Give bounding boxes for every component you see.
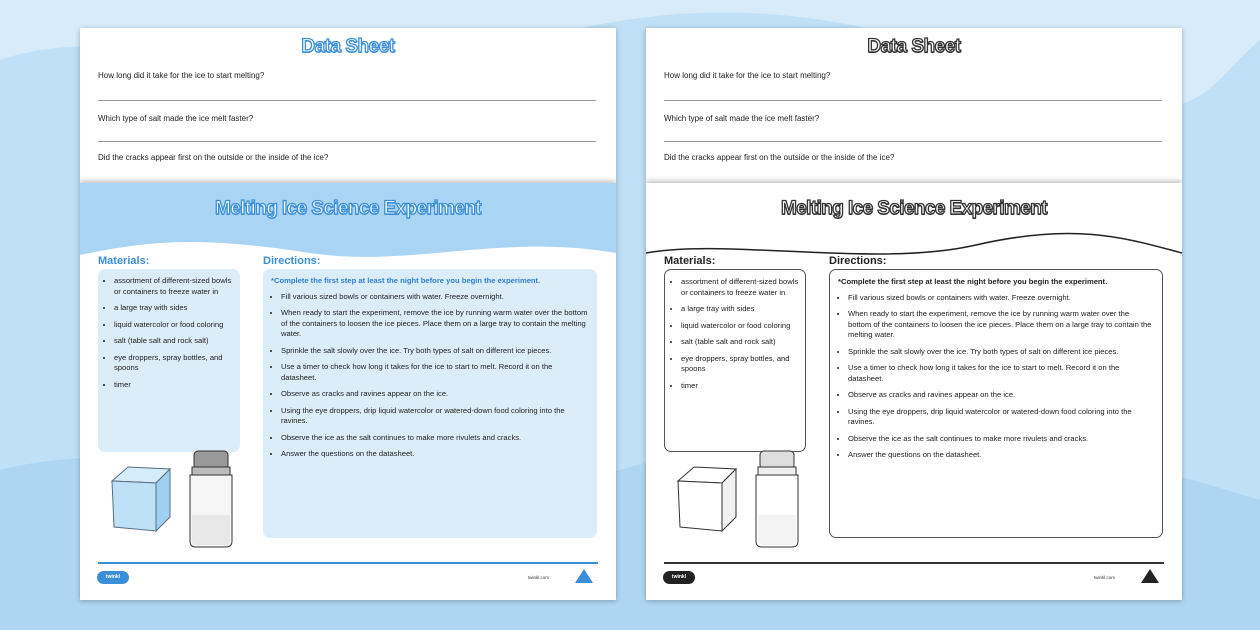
list-item: • When ready to start the experiment, remove the ice by running warm water over the bottom of the containers to loosen the ice pieces. Place them on a large tray to contain the melting water. (281, 308, 589, 340)
salt-shaker-icon (190, 451, 232, 547)
directions-intro: *Complete the first step at least the night before you begin the experiment. (271, 276, 541, 285)
materials-list (98, 269, 240, 390)
materials-list (665, 270, 805, 391)
list-item: • Fill various sized bowls or containers with water. Freeze overnight. (848, 293, 1154, 304)
directions-heading: Directions: (829, 255, 887, 267)
question-1: How long did it take for the ice to start melting? (98, 71, 265, 80)
experiment-title: Melting Ice Science Experiment (214, 198, 482, 219)
materials-heading: Materials: (98, 255, 150, 267)
list-item: • salt (table salt and rock salt) (114, 336, 234, 347)
materials-heading: Materials: (664, 255, 716, 267)
badge-icon (1139, 567, 1161, 585)
question-3: Did the cracks appear first on the outside or the inside of the ice? (664, 153, 895, 162)
question-3: Did the cracks appear first on the outside or the inside of the ice? (98, 153, 329, 162)
list-item: • liquid watercolor or food coloring (114, 320, 234, 331)
worksheet-bw-version (646, 28, 1182, 600)
question-1: How long did it take for the ice to start melting? (664, 71, 831, 80)
list-item: • Sprinkle the salt slowly over the ice. Try both types of salt on different ice pieces. (281, 346, 589, 357)
directions-heading: Directions: (263, 255, 321, 267)
list-item: • a large tray with sides (114, 303, 234, 314)
directions-intro: *Complete the first step at least the night before you begin the experiment. (838, 277, 1108, 286)
list-item: • timer (681, 381, 799, 392)
header-banner (80, 183, 616, 263)
question-2: Which type of salt made the ice melt faster? (98, 114, 254, 123)
list-item: • Answer the questions on the datasheet. (281, 449, 589, 460)
list-item: • Fill various sized bowls or containers with water. Freeze overnight. (281, 292, 589, 303)
list-item: • Answer the questions on the datasheet. (848, 450, 1154, 461)
ice-cube-icon (112, 467, 170, 531)
question-2: Which type of salt made the ice melt faster? (664, 114, 820, 123)
list-item: • eye droppers, spray bottles, and spoons (681, 354, 799, 375)
list-item: • timer (114, 380, 234, 391)
badge-icon (573, 567, 595, 585)
list-item: • When ready to start the experiment, remove the ice by running warm water over the bottom of the containers to loosen the ice pieces. Place them on a large tray to contain the melting water. (848, 309, 1154, 341)
twinkl-logo: twinkl (97, 571, 129, 584)
list-item: • liquid watercolor or food coloring (681, 321, 799, 332)
list-item: • Use a timer to check how long it takes for the ice to start to melt. Record it on the datasheet. (848, 363, 1154, 384)
answer-line (664, 100, 1162, 101)
list-item: • assortment of different-sized bowls or containers to freeze water in (681, 277, 799, 298)
list-item: • salt (table salt and rock salt) (681, 337, 799, 348)
ice-cube-and-salt-shaker-illustration (674, 441, 814, 549)
list-item: • Observe the ice as the salt continues to make more rivulets and cracks. (848, 434, 1154, 445)
list-item: • Observe as cracks and ravines appear on the ice. (281, 389, 589, 400)
footer-url: twinkl.com (528, 575, 550, 580)
answer-line (664, 141, 1162, 142)
directions-list (838, 293, 1154, 461)
list-item: • Use a timer to check how long it takes for the ice to start to melt. Record it on the datasheet. (281, 362, 589, 383)
list-item: • Observe the ice as the salt continues to make more rivulets and cracks. (281, 433, 589, 444)
answer-line (98, 141, 596, 142)
data-sheet (80, 28, 616, 186)
list-item: • eye droppers, spray bottles, and spoons (114, 353, 234, 374)
list-item: • Observe as cracks and ravines appear on the ice. (848, 390, 1154, 401)
list-item: • Using the eye droppers, drip liquid watercolor or watered-down food coloring into the ravines. (281, 406, 589, 427)
list-item: • Using the eye droppers, drip liquid watercolor or watered-down food coloring into the ravines. (848, 407, 1154, 428)
footer-divider (98, 562, 598, 564)
data-sheet (646, 28, 1182, 186)
ice-cube-and-salt-shaker-illustration (108, 441, 248, 549)
directions-list (271, 292, 589, 460)
list-item: • assortment of different-sized bowls or containers to freeze water in (114, 276, 234, 297)
materials-box (664, 269, 806, 452)
data-sheet-title: Data Sheet (301, 36, 395, 57)
list-item: • a large tray with sides (681, 304, 799, 315)
experiment-sheet (80, 183, 616, 600)
worksheet-color-version (80, 28, 616, 600)
directions-box (829, 269, 1163, 538)
directions-box (263, 269, 597, 538)
materials-box (98, 269, 240, 452)
footer-url: twinkl.com (1094, 575, 1116, 580)
ice-cube-icon (678, 467, 736, 531)
experiment-sheet (646, 183, 1182, 600)
footer-divider (664, 562, 1164, 564)
experiment-title: Melting Ice Science Experiment (780, 198, 1048, 219)
salt-shaker-icon (756, 451, 798, 547)
twinkl-logo: twinkl (663, 571, 695, 584)
data-sheet-title: Data Sheet (867, 36, 961, 57)
header-banner (646, 183, 1182, 263)
list-item: • Sprinkle the salt slowly over the ice. Try both types of salt on different ice pieces. (848, 347, 1154, 358)
answer-line (98, 100, 596, 101)
